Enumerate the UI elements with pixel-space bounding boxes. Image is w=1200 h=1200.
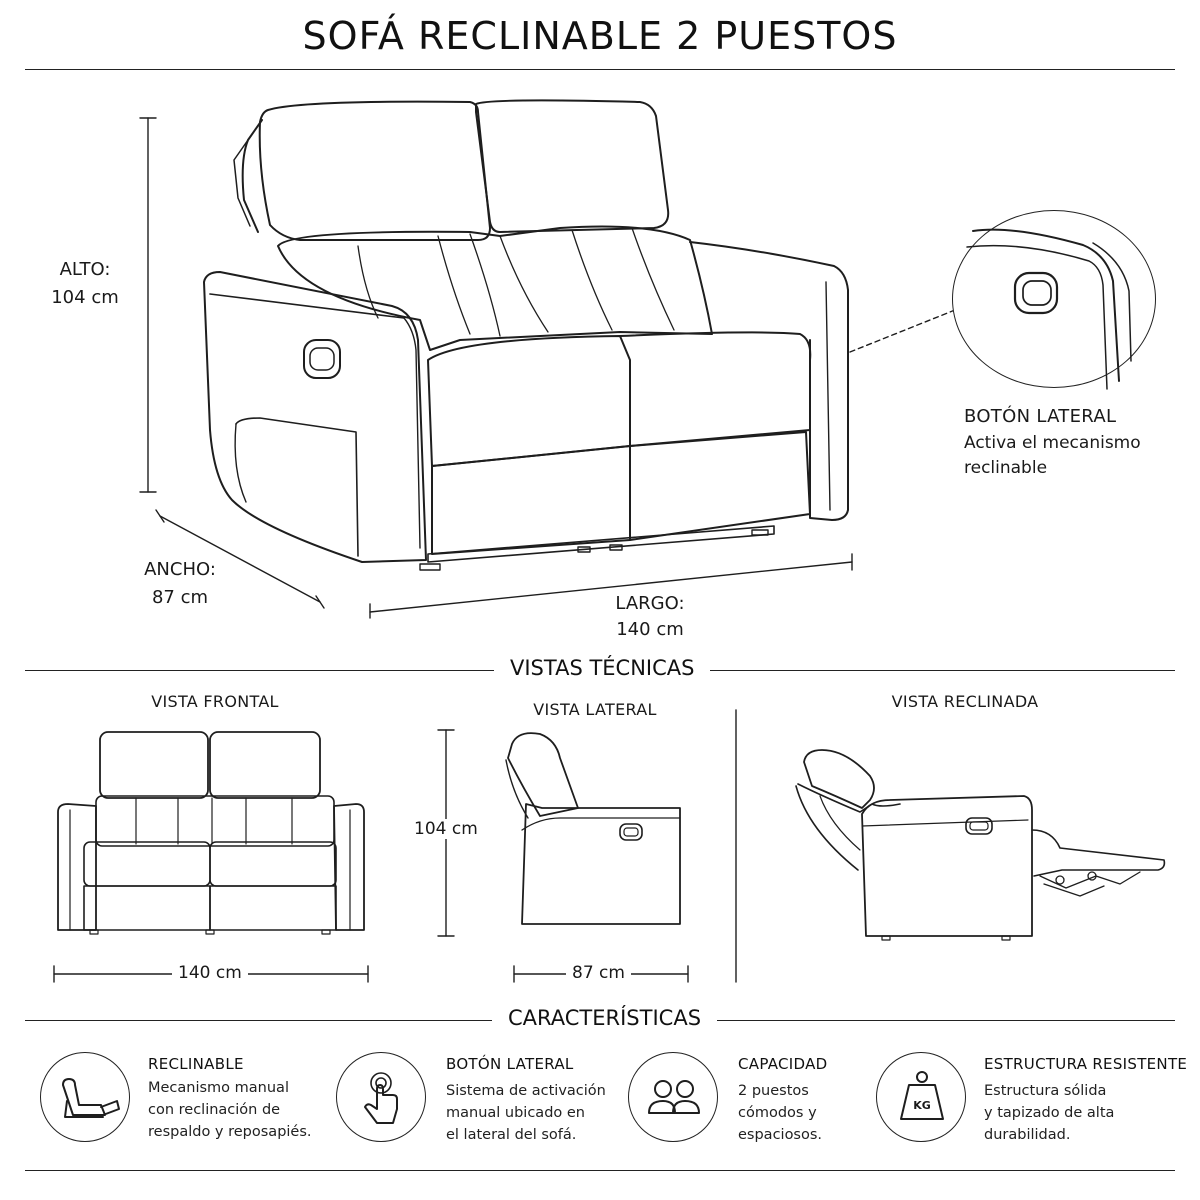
feature-line: espaciosos.: [738, 1127, 823, 1143]
callout-title: BOTÓN LATERAL: [964, 406, 1117, 427]
views-section-title: VISTAS TÉCNICAS: [494, 656, 710, 680]
feature-line: 2 puestos: [738, 1083, 809, 1099]
callout-line-1: Activa el mecanismo: [964, 433, 1141, 453]
feature-icon-circle: [40, 1052, 130, 1142]
feature-line: y tapizado de alta: [984, 1105, 1115, 1121]
feature-line: cómodos y: [738, 1105, 817, 1121]
page-title: SOFÁ RECLINABLE 2 PUESTOS: [302, 14, 898, 58]
feature-line: manual ubicado en: [446, 1105, 585, 1121]
feature-line: respaldo y reposapiés.: [148, 1124, 312, 1140]
ancho-label: ANCHO:: [144, 559, 216, 580]
bottom-divider: [25, 1170, 1175, 1171]
button-detail-drawing: [953, 211, 1157, 389]
largo-label: LARGO:: [615, 593, 685, 614]
feature-title: RECLINABLE: [148, 1055, 244, 1073]
front-width-label: 140 cm: [172, 963, 248, 983]
feature-line: Sistema de activación: [446, 1083, 606, 1099]
feature-icon-circle: [336, 1052, 426, 1142]
users-icon: [629, 1053, 719, 1143]
side-view-label: VISTA LATERAL: [533, 700, 657, 719]
features-section-title: CARACTERÍSTICAS: [492, 1006, 717, 1030]
alto-label: ALTO:: [59, 259, 111, 280]
feature-line: durabilidad.: [984, 1127, 1071, 1143]
side-height-label: 104 cm: [408, 819, 484, 839]
reclined-view-label: VISTA RECLINADA: [891, 692, 1039, 711]
feature-line: Estructura sólida: [984, 1083, 1107, 1099]
hand-press-icon: [337, 1053, 427, 1143]
recliner-icon: [41, 1053, 131, 1143]
feature-line: con reclinación de: [148, 1102, 281, 1118]
feature-line: Mecanismo manual: [148, 1080, 289, 1096]
feature-icon-circle: [876, 1052, 966, 1142]
button-detail-circle: [952, 210, 1156, 388]
feature-line: el lateral del sofá.: [446, 1127, 577, 1143]
feature-title: CAPACIDAD: [738, 1055, 828, 1073]
feature-title: BOTÓN LATERAL: [446, 1055, 574, 1073]
alto-value: 104 cm: [51, 287, 119, 308]
side-depth-label: 87 cm: [566, 963, 631, 983]
feature-icon-circle: [628, 1052, 718, 1142]
weight-icon-text: KG: [913, 1099, 931, 1112]
ancho-value: 87 cm: [151, 587, 209, 608]
largo-value: 140 cm: [616, 619, 684, 640]
callout-line-2: reclinable: [964, 458, 1048, 478]
feature-title: ESTRUCTURA RESISTENTE: [984, 1055, 1188, 1073]
front-view-label: VISTA FRONTAL: [151, 692, 279, 711]
weight-kg-icon: [877, 1053, 967, 1143]
reclined-view-drawing: [0, 700, 1200, 1000]
